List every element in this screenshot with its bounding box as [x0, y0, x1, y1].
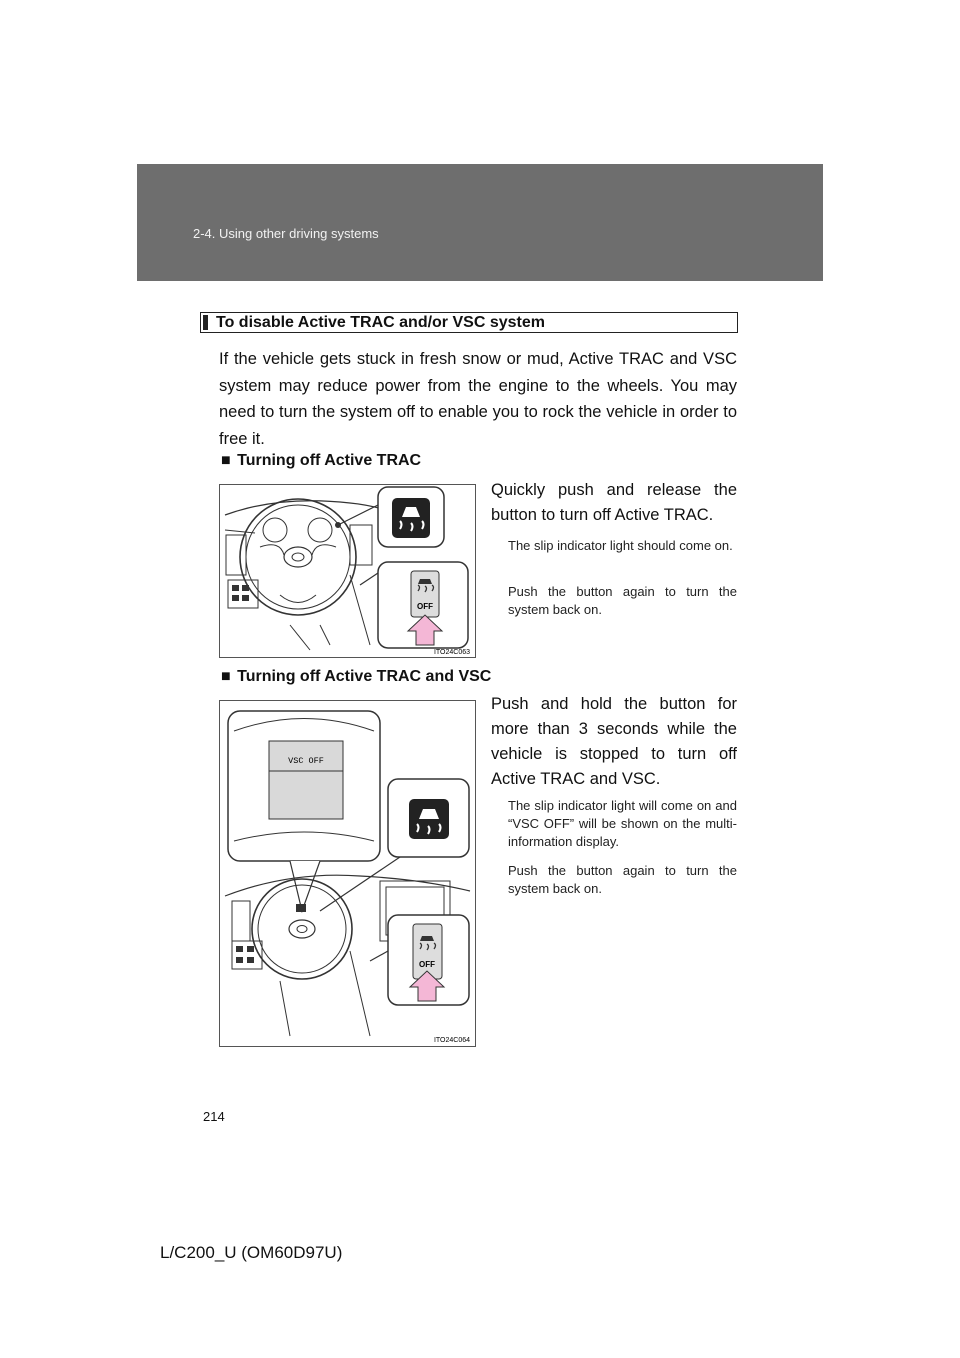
figure-code: ITO24C063 [433, 649, 470, 656]
subsection-heading-trac-vsc [221, 668, 491, 686]
bullet-square-icon: ■ [221, 452, 231, 469]
slip-indicator-icon [392, 498, 430, 538]
note-trac-1: The slip indicator light should come on. [508, 538, 733, 553]
vsc-off-button [413, 924, 442, 979]
button-off-label: OFF [417, 602, 433, 611]
figure-code: ITO24C064 [433, 1037, 470, 1044]
section-title-box [200, 312, 738, 333]
bullet-square-icon: ■ [221, 668, 231, 685]
figure-trac-vsc-button [219, 700, 476, 1047]
manual-code: L/C200_U (OM60D97U) [160, 1243, 343, 1262]
intro-paragraph: If the vehicle gets stuck in fresh snow or mud, Active TRAC and VSC system may reduce power from the engine to the wheels. You may need to turn the system off to enable you to rock the vehicle in order to free it. [219, 350, 737, 448]
button-off-label: OFF [419, 960, 435, 969]
instruction-trac-vsc: Push and hold the button for more than 3 seconds while the vehicle is stopped to turn off Active TRAC and VSC. [491, 695, 737, 788]
figure-trac-button [219, 484, 476, 658]
section-title: To disable Active TRAC and/or VSC system [216, 314, 545, 331]
subsection-heading-text: Turning off Active TRAC [237, 452, 422, 469]
dashboard-display-illustration [220, 701, 475, 1046]
instruction-trac: Quickly push and release the button to turn off Active TRAC. [491, 481, 737, 524]
title-marker [203, 315, 208, 330]
dashboard-illustration [220, 485, 475, 657]
note-trac-vsc-2: Push the button again to turn the system back on. [508, 863, 737, 896]
section-breadcrumb: 2-4. Using other driving systems [193, 226, 379, 241]
subsection-heading-trac [221, 452, 421, 470]
header-band [137, 164, 823, 281]
multi-info-display [269, 741, 343, 819]
subsection-heading-text: Turning off Active TRAC and VSC [237, 668, 492, 685]
page-number: 214 [203, 1109, 225, 1124]
note-trac-2: Push the button again to turn the system back on. [508, 584, 737, 617]
note-trac-vsc-1: The slip indicator light will come on and “VSC OFF” will be shown on the multi-information display. [508, 798, 737, 849]
vsc-off-display-text: VSC OFF [288, 756, 324, 766]
